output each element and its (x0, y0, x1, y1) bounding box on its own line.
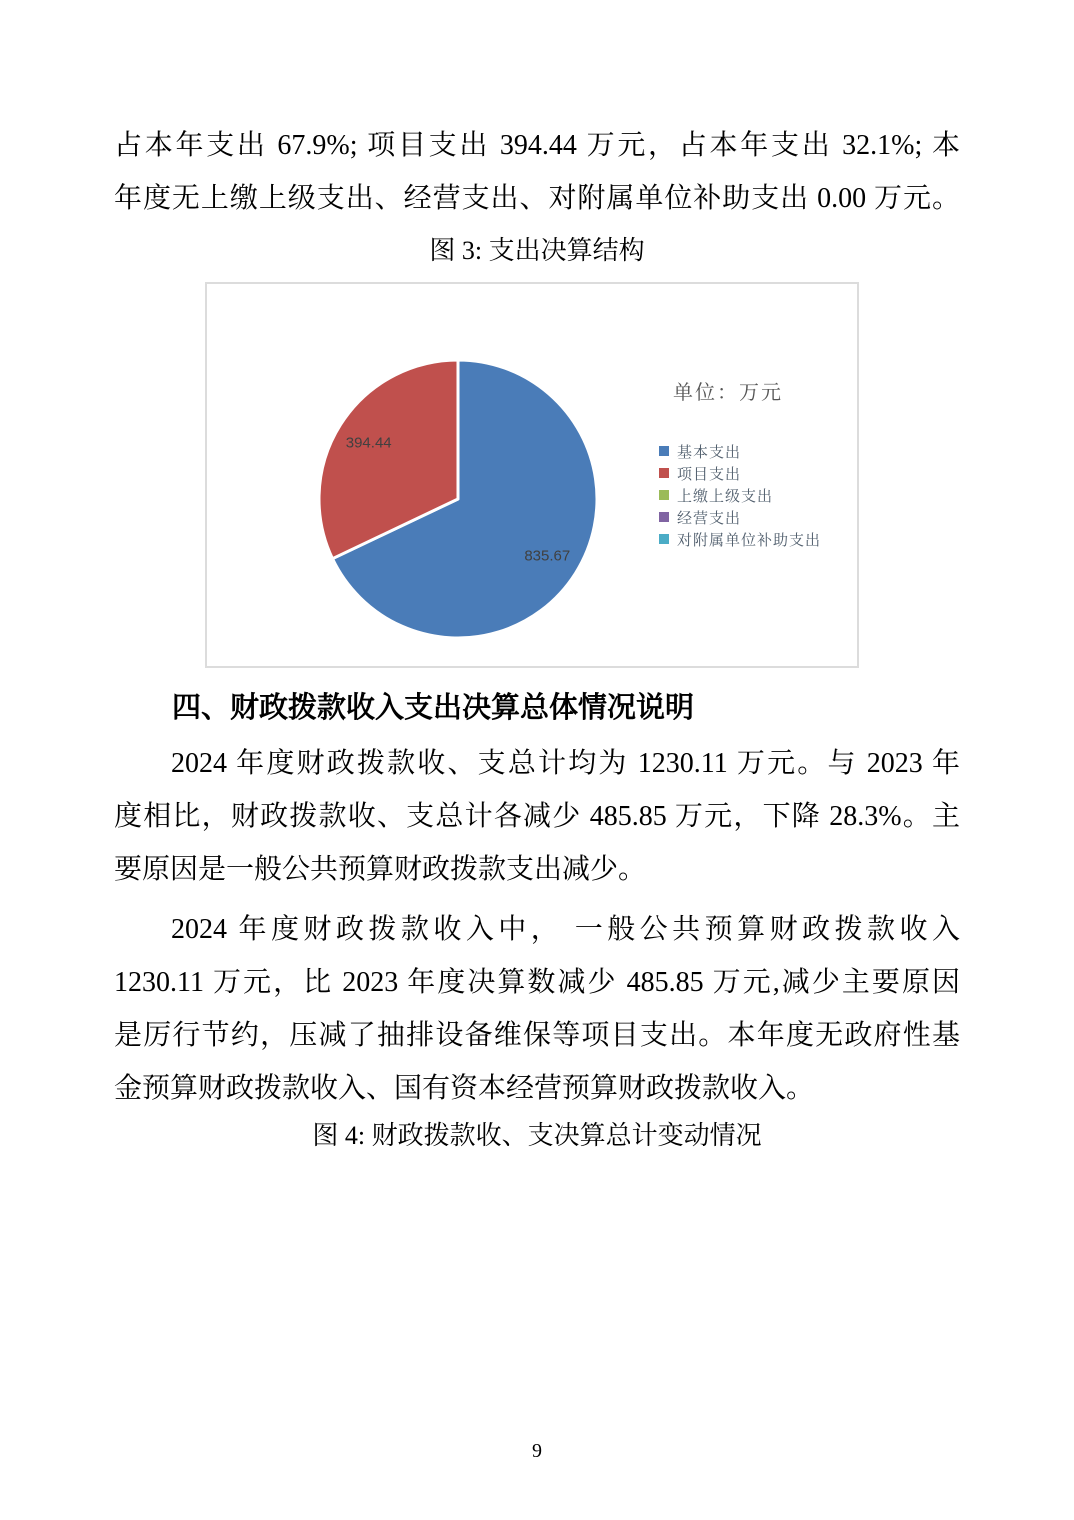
pie-data-label: 394.44 (345, 434, 392, 452)
body-text-line: 2024 年度财政拨款收入中， 一般公共预算财政拨款收入 (171, 914, 960, 945)
legend-item (659, 462, 821, 484)
body-text-line: 要原因是一般公共预算财政拨款支出减少。 (114, 854, 647, 885)
legend-label: 对附属单位补助支出 (677, 531, 822, 549)
legend-item (659, 528, 821, 550)
chart-unit-label: 单位：万元 (673, 382, 783, 404)
body-text-line: 占本年支出 67.9%; 项目支出 394.44 万元，占本年支出 32.1%; 本 (114, 130, 960, 161)
legend-item (659, 440, 821, 462)
legend-swatch-icon (659, 446, 669, 456)
legend-swatch-icon (659, 468, 669, 478)
body-text-line: 度相比，财政拨款收、支总计各减少 485.85 万元，下降 28.3%。主 (114, 801, 960, 832)
legend-label: 基本支出 (677, 443, 742, 461)
page-number: 9 (532, 1440, 542, 1462)
legend-label: 项目支出 (677, 465, 742, 483)
body-text-line: 金预算财政拨款收入、国有资本经营预算财政拨款收入。 (114, 1073, 815, 1104)
legend-swatch-icon (659, 490, 669, 500)
legend-label: 经营支出 (677, 509, 742, 527)
legend-swatch-icon (659, 534, 669, 544)
legend-item (659, 484, 821, 506)
figure3-pie-chart (205, 282, 859, 668)
section4-heading: 四、财政拨款收入支出决算总体情况说明 (172, 692, 695, 724)
figure3-caption: 图 3: 支出决算结构 (429, 236, 645, 265)
body-text-line: 1230.11 万元，比 2023 年度决算数减少 485.85 万元,减少主要原因 (114, 967, 960, 998)
figure4-caption: 图 4: 财政拨款收、支决算总计变动情况 (312, 1121, 762, 1150)
chart-legend (659, 440, 821, 550)
body-text-line: 2024 年度财政拨款收、支总计均为 1230.11 万元。与 2023 年 (171, 748, 960, 779)
legend-item (659, 506, 821, 528)
body-text-line: 是厉行节约，压减了抽排设备维保等项目支出。本年度无政府性基 (114, 1020, 960, 1051)
pie-data-label: 835.67 (524, 547, 571, 565)
legend-swatch-icon (659, 512, 669, 522)
body-text-line: 年度无上缴上级支出、经营支出、对附属单位补助支出 0.00 万元。 (114, 183, 960, 214)
legend-label: 上缴上级支出 (677, 487, 774, 505)
